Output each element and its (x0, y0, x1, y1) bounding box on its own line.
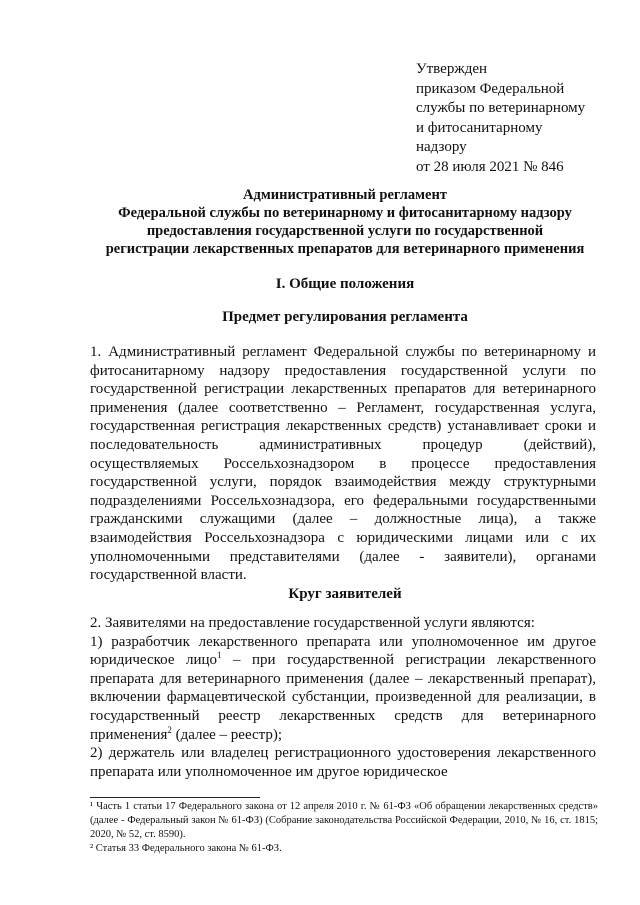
document-title (90, 186, 600, 258)
approval-line: от 28 июля 2021 № 846 (416, 158, 564, 175)
footnote-ref-1[interactable]: 1 (217, 650, 222, 661)
paragraph-1-text: 1. Административный регламент Федеральной службы по ветеринарному и фитосанитарному надзору предоставления государственной услуги по государственной регистрации лекарственных препаратов для ветеринарного применения (далее соответственно – Регламент, государственная услуга, государственная регистрация лекарственных средств) устанавливает сроки и последовательность административных процедур (действий), осуществляемых Россельхознадзором в процессе предоставления государственной услуги, порядок взаимодействия между структурными подразделениями Россельхознадзора, его федеральными государственными гражданскими служащими (далее – должностные лица), а также взаимодействия Россельхознадзора с юридическими лицами или с их уполномоченными представителями (далее - заявители), органами государственной власти. (90, 344, 596, 584)
approval-stamp (416, 60, 626, 177)
paragraph-2: 2. Заявителями на предоставление государственной услуги являются: (90, 615, 535, 631)
subheading-subject: Предмет регулирования регламента (222, 309, 468, 325)
paragraph-1 (90, 343, 596, 585)
list-item-1-a: 1) разработчик лекарственного препарата или уполномоченное им другое юридическое лицо (90, 633, 596, 669)
footnote-divider (90, 797, 260, 798)
footnote-ref-2[interactable]: 2 (167, 724, 172, 735)
approval-line: и фитосанитарному (416, 119, 543, 136)
list-item-1 (90, 633, 596, 745)
list-item-2: 2) держатель или владелец регистрационного удостоверения лекарственного препарата или уполномоченное им другое юридическое (90, 745, 596, 780)
title-line: предоставления государственной услуги по государственной (146, 223, 544, 239)
subheading-applicants: Круг заявителей (288, 586, 402, 602)
footnote-1: ¹ Часть 1 статьи 17 Федерального закона от 12 апреля 2010 г. № 61-ФЗ «Об обращении лекарственных средств» (далее - Федеральный закон № 61-ФЗ) (Собрание законодательства Российской Федерации, 2010, № 16, ст. 1815; 2020, № 52, ст. 8590). (90, 801, 598, 840)
paragraph-2-block (90, 614, 596, 781)
list-item-1-b: – при государственной регистрации лекарственного препарата для ветеринарного применения (далее – лекарственный препарат), включении фармацевтической субстанции, произведенной для реализации, в государственный реестр лекарственных средств для ветеринарного применения (90, 652, 596, 743)
title-line: Федеральной службы по ветеринарному и фитосанитарному надзору (118, 205, 572, 221)
approval-line: приказом Федеральной (416, 80, 565, 97)
approval-line: службы по ветеринарному (416, 100, 586, 116)
title-line: регистрации лекарственных препаратов для ветеринарного применения (105, 241, 585, 257)
approval-line: надзору (416, 139, 467, 155)
approval-line: Утвержден (416, 61, 488, 77)
footnotes (90, 800, 598, 856)
section-heading: I. Общие положения (275, 276, 415, 292)
title-line: Административный регламент (243, 187, 447, 203)
footnote-2: ² Статья 33 Федерального закона № 61-ФЗ. (90, 843, 282, 854)
list-item-1-c: (далее – реестр); (171, 726, 283, 743)
